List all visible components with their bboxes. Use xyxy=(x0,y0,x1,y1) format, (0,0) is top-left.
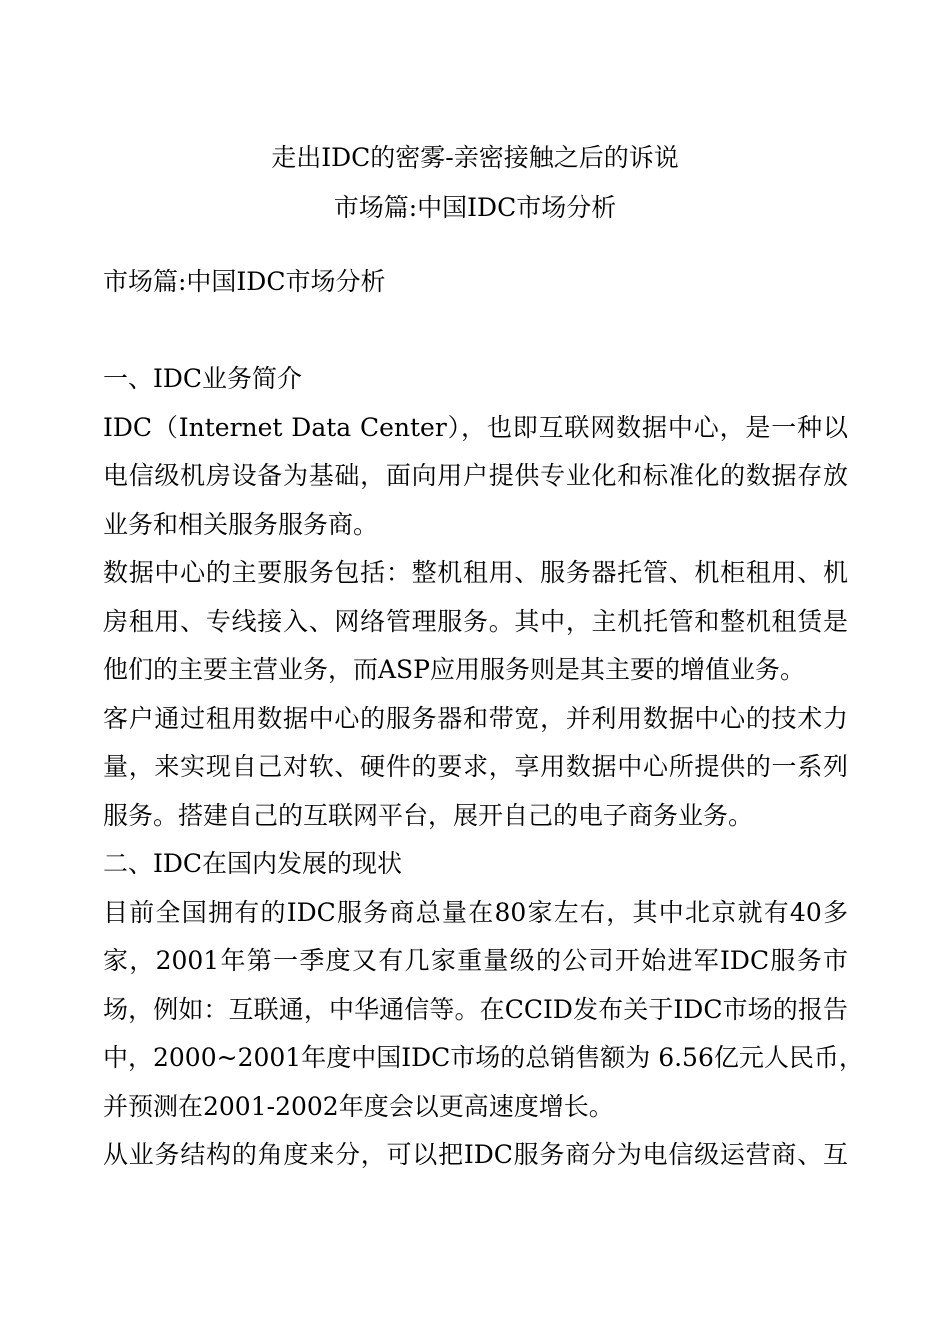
blank-line xyxy=(103,307,848,356)
section-heading: 市场篇:中国IDC市场分析 xyxy=(103,267,386,296)
document-subtitle: 市场篇:中国IDC市场分析 xyxy=(333,193,617,222)
text-line: IDC（Internet Data Center），也即互联网数据中心，是一种以 xyxy=(103,412,848,442)
section2-paragraph-2 xyxy=(103,1131,848,1180)
section2-paragraph-1 xyxy=(103,889,864,1132)
section2-heading: 二、IDC在国内发展的现状 xyxy=(103,849,403,878)
section1-paragraph-1 xyxy=(103,404,848,550)
text-line: 目前全国拥有的IDC服务商总量在80家左右，其中北京就有40多 xyxy=(103,897,848,927)
document-title: 走出IDC的密雾-亲密接触之后的诉说 xyxy=(271,143,679,172)
text-line: 客户通过租用数据中心的服务器和带宽，并利用数据中心的技术力 xyxy=(103,703,848,733)
text-line: 他们的主要主营业务，而ASP应用服务则是其主要的增值业务。 xyxy=(103,655,806,684)
text-line: 场，例如：互联通，中华通信等。在CCID发布关于IDC市场的报告 xyxy=(103,994,848,1024)
text-line: 服务。搭建自己的互联网平台，展开自己的电子商务业务。 xyxy=(103,800,754,830)
text-line: 并预测在2001-2002年度会以更高速度增长。 xyxy=(103,1091,614,1121)
text-line: 电信级机房设备为基础，面向用户提供专业化和标准化的数据存放 xyxy=(103,461,848,490)
section1-paragraph-3 xyxy=(103,695,848,841)
text-line: 房租用、专线接入、网络管理服务。其中，主机托管和整机租赁是 xyxy=(103,606,848,636)
text-line: 业务和相关服务服务商。 xyxy=(103,509,379,539)
section1-heading: 一、IDC业务简介 xyxy=(103,364,303,393)
section1-paragraph-2 xyxy=(103,549,848,695)
text-line: 数据中心的主要服务包括：整机租用、服务器托管、机柜租用、机 xyxy=(103,558,848,587)
text-line: 从业务结构的角度来分，可以把IDC服务商分为电信级运营商、互 xyxy=(103,1140,848,1169)
document-body xyxy=(103,258,864,1180)
text-line: 中，2000~2001年度中国IDC市场的总销售额为 6.56亿元人民币， xyxy=(103,1043,864,1072)
text-line: 量，来实现自己对软、硬件的要求，享用数据中心所提供的一系列 xyxy=(103,752,848,781)
text-line: 家，2001年第一季度又有几家重量级的公司开始进军IDC服务市 xyxy=(103,946,848,975)
